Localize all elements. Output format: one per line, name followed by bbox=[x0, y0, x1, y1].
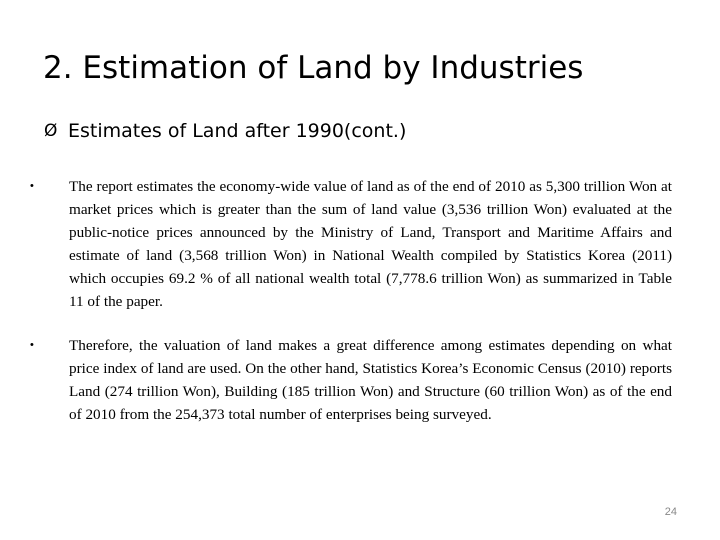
subtitle-row bbox=[44, 116, 684, 146]
subtitle-text: Estimates of Land after 1990(cont.) bbox=[68, 120, 407, 142]
bullet-item bbox=[30, 334, 672, 449]
page-number: 24 bbox=[664, 506, 677, 518]
arrow-bullet-icon: Ø bbox=[44, 121, 58, 141]
bullet-item bbox=[30, 175, 672, 315]
bullet-dot-icon: • bbox=[30, 180, 34, 192]
bullet-text: The report estimates the economy-wide value of land as of the end of 2010 as 5,300 trillion Won at market prices which is greater than the sum of land value (3,536 trillion Won) evaluated at the public-notice prices announced by the Ministry of Land, Transport and Maritime Affairs and estimate of land (3,568 trillion Won) in National Wealth compiled by Statistics Korea (2011) which occupies 69.2 % of all national wealth total (7,778.6 trillion Won) as summarized in Table 11 of the paper. bbox=[69, 178, 672, 310]
bullet-text: Therefore, the valuation of land makes a great difference among estimates depending on what price index of land are used. On the other hand, Statistics Korea’s Economic Census (2010) reports Land (274 trillion Won), Building (185 trillion Won) and Structure (60 trillion Won) as of the end of 2010 from the 254,373 total number of enterprises being surveyed. bbox=[69, 337, 672, 423]
slide-title: 2. Estimation of Land by Industries bbox=[43, 50, 584, 86]
bullet-dot-icon: • bbox=[30, 339, 34, 351]
